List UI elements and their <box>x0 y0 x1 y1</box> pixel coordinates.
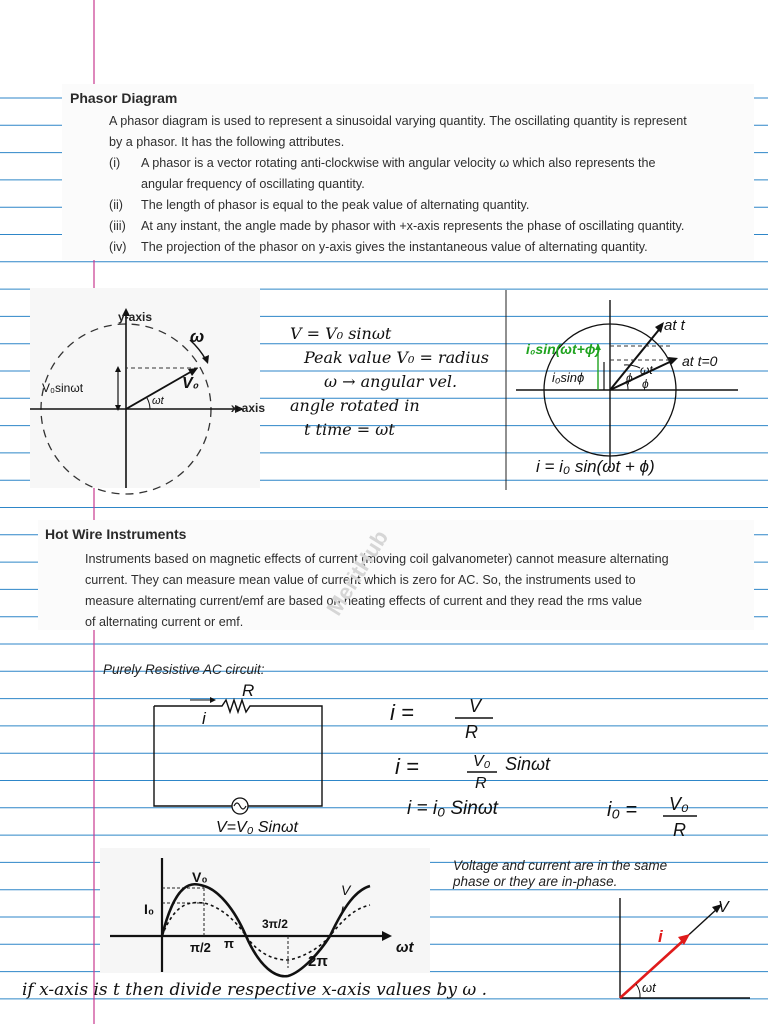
phasor-text-block <box>62 84 754 260</box>
y-axis-label: y-axis <box>118 310 153 324</box>
section-title-hot-wire: Hot Wire Instruments <box>45 526 187 542</box>
note-line: Peak value V₀ = radius <box>304 348 489 367</box>
list-item: (i) A phasor is a vector rotating anti-clockwise with angular velocity ω which also represents the <box>109 156 656 170</box>
green-projection-label: i₀sin(ωt+ϕ) <box>526 341 601 357</box>
list-item: (iv) The projection of the phasor on y-axis gives the instantaneous value of alternating quantity. <box>109 240 648 254</box>
phase-note <box>453 858 667 890</box>
phasor-label: V₀ <box>182 375 199 392</box>
note-line: t time = ωt <box>304 420 395 439</box>
hot-wire-text-block <box>38 520 754 630</box>
note-line: V = V₀ sinωt <box>290 324 392 343</box>
para-line: Instruments based on magnetic effects of current (moving coil galvanometer) cannot measure alternating <box>85 552 669 566</box>
phasor-at-t-arrow <box>655 322 664 333</box>
wt-label: ωt <box>640 363 653 377</box>
v-curve-label: V <box>341 882 351 898</box>
eq2-tail: Sinωt <box>505 754 551 774</box>
eq4-numerator: V₀ <box>669 794 689 814</box>
wt-label: ωt <box>642 980 656 995</box>
phasor-at-t <box>610 326 662 390</box>
at-t-label: at t <box>664 317 685 334</box>
current-label: i <box>202 709 206 728</box>
projection-label: i₀sinϕ <box>552 370 585 385</box>
v0-label: V₀ <box>192 869 208 885</box>
circuit-wire-right <box>154 700 322 806</box>
circuit-wire-left <box>154 706 232 806</box>
tick-pi: π <box>224 936 234 951</box>
note-line: angle rotated in <box>290 396 420 415</box>
para-line: of alternating current or emf. <box>85 615 244 629</box>
current-arrowhead <box>210 697 216 703</box>
bottom-note: if x-axis is t then divide respective x-axis values by ω . <box>22 980 488 1000</box>
angle-label: ωt <box>152 395 164 407</box>
eq2-lhs: i = <box>395 754 419 779</box>
list-item: (ii) The length of phasor is equal to the peak value of alternating quantity. <box>109 198 530 212</box>
section-title-phasor: Phasor Diagram <box>70 90 178 106</box>
eq1-denominator: R <box>465 722 478 742</box>
eq3: i = i₀ Sinωt <box>407 798 498 819</box>
list-item: (iii) At any instant, the angle made by phasor with +x-axis represents the phase of oscillating quantity. <box>109 219 685 233</box>
v-label: V <box>718 899 729 916</box>
circuit-equations <box>385 680 715 845</box>
i0-label: I₀ <box>144 901 155 917</box>
phasor-intro-2: by a phasor. It has the following attributes. <box>109 135 345 149</box>
resistive-circuit <box>150 680 330 840</box>
projection-label: V₀sinωt <box>42 381 84 395</box>
angle-arc-2 <box>624 365 640 368</box>
phasor-diagram <box>30 288 266 493</box>
tick-half-pi: π/2 <box>190 940 211 955</box>
phasor-intro: A phasor diagram is used to represent a sinusoidal varying quantity. The oscillating quantity is represent <box>109 114 687 128</box>
note-line: ω → angular vel. <box>324 372 458 391</box>
watermark: MeritHub <box>321 525 394 620</box>
eq1-numerator: V <box>469 696 482 716</box>
list-item-continuation: angular frequency of oscillating quantity. <box>141 177 365 191</box>
current-equation: i = i₀ sin(ωt + ϕ) <box>536 457 655 476</box>
angle-arc <box>636 984 640 998</box>
i-label: i <box>658 927 663 946</box>
at-t0-label: at t=0 <box>682 353 718 369</box>
para-line: measure alternating current/emf are based on heating effects of current and they read the rms value <box>85 594 643 608</box>
circuit-heading: Purely Resistive AC circuit: <box>103 662 265 677</box>
in-phase-phasor <box>606 894 756 1006</box>
eq4-denominator: R <box>673 820 686 840</box>
tick-three-half-pi: 3π/2 <box>262 917 288 931</box>
x-axis-label: x-axis <box>231 401 266 415</box>
phi-label-2: ϕ <box>642 377 649 391</box>
phase-note-line: phase or they are in-phase. <box>453 874 618 889</box>
eq1-lhs: i = <box>390 700 414 725</box>
i-curve-label: I <box>340 903 344 919</box>
resistor-label: R <box>242 681 255 700</box>
eq4-lhs: i₀ = <box>607 799 638 821</box>
phasor-at-t0-arrow <box>668 357 678 365</box>
wt-axis-label: ωt <box>396 939 414 956</box>
handwritten-notes-1 <box>290 322 489 442</box>
phasor-diagram-handwritten <box>506 290 756 494</box>
source-label: V=V₀ Sinωt <box>216 819 298 836</box>
tick-two-pi: 2π <box>308 953 328 970</box>
voltage-current-waveform <box>100 848 430 973</box>
phi-label-1: ϕ <box>626 371 633 385</box>
eq2-numerator: V₀ <box>473 753 491 770</box>
para-line: current. They can measure mean value of current which is zero for AC. So, the instruments used to <box>85 573 636 587</box>
phase-note-line: Voltage and current are in the same <box>453 858 668 873</box>
eq2-denominator: R <box>475 775 487 792</box>
omega-label: ω <box>190 327 205 346</box>
